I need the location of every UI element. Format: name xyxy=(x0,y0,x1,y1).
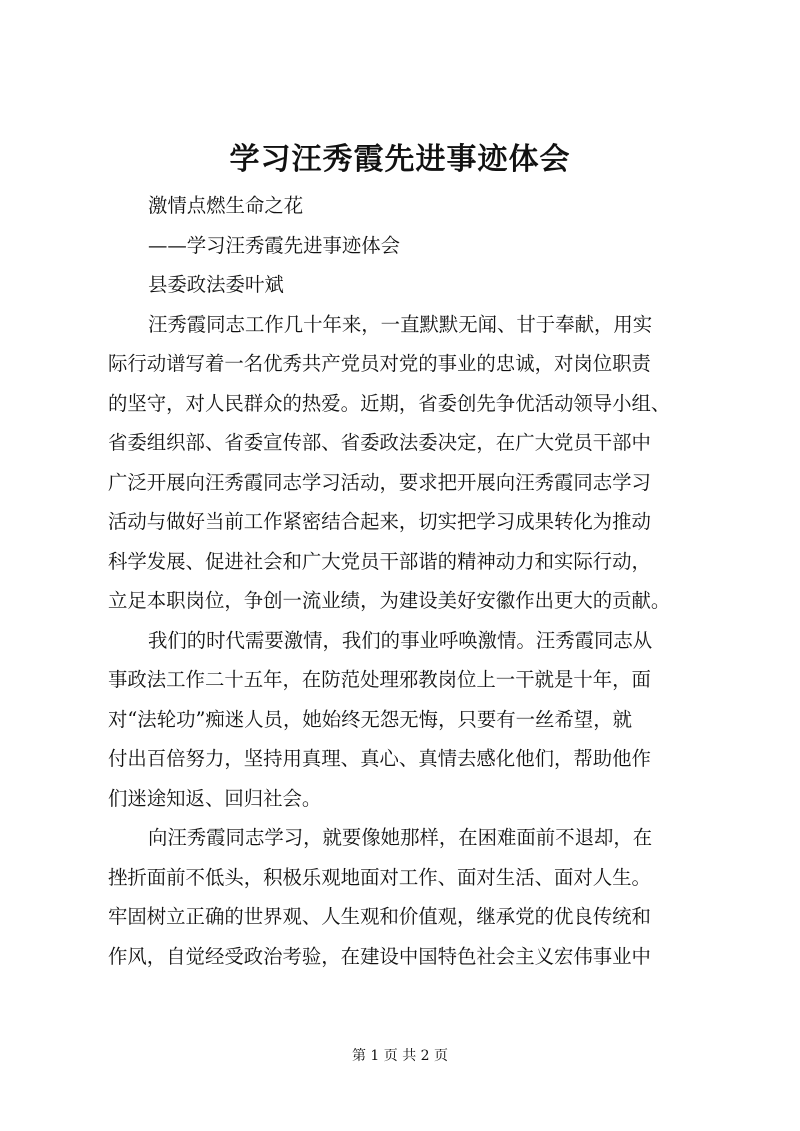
paragraph-1-line-3: 的坚守，对人民群众的热爱。近期，省委创先争优活动领导小组、 xyxy=(108,391,671,415)
subtitle-line: 激情点燃生命之花 xyxy=(148,194,304,217)
document-body xyxy=(108,186,708,976)
paragraph-1-line-2: 际行动谱写着一名优秀共产党员对党的事业的忠诚，对岗位职责 xyxy=(108,352,651,375)
paragraph-1-line-1: 汪秀霞同志工作几十年来，一直默默无闻、甘于奉献，用实 xyxy=(148,312,653,336)
page-footer: 第 1 页 共 2 页 xyxy=(351,1048,449,1064)
paragraph-1-line-5: 广泛开展向汪秀霞同志学习活动，要求把开展向汪秀霞同志学习 xyxy=(108,470,651,494)
paragraph-2-line-1: 我们的时代需要激情，我们的事业呼唤激情。汪秀霞同志从 xyxy=(148,628,653,652)
paragraph-3-line-2: 挫折面前不低头，积极乐观地面对工作、面对生活、面对人生。 xyxy=(108,865,651,889)
document-title: 学习汪秀霞先进事迹体会 xyxy=(229,142,571,177)
paragraph-2-line-3: 对“法轮功”痴迷人员，她始终无怨无悔，只要有一丝希望，就 xyxy=(108,707,632,731)
paragraph-1-line-8: 立足本职岗位，争创一流业绩，为建设美好安徽作出更大的贡献。 xyxy=(108,589,671,612)
author-line: 县委政法委叶斌 xyxy=(148,273,284,296)
paragraph-2-line-2: 事政法工作二十五年，在防范处理邪教岗位上一干就是十年，面 xyxy=(108,668,651,691)
paragraph-3-line-4: 作风，自觉经受政治考验，在建设中国特色社会主义宏伟事业中 xyxy=(108,944,651,968)
paragraph-3-line-1: 向汪秀霞同志学习，就要像她那样，在困难面前不退却，在 xyxy=(148,826,653,849)
paragraph-2-line-5: 们迷途知返、回归社会。 xyxy=(108,786,322,810)
paragraph-3-line-3: 牢固树立正确的世界观、人生观和价值观，继承党的优良传统和 xyxy=(108,905,651,928)
paragraph-1-line-6: 活动与做好当前工作紧密结合起来，切实把学习成果转化为推动 xyxy=(108,510,651,533)
paragraph-1-line-7: 科学发展、促进社会和广大党员干部谐的精神动力和实际行动， xyxy=(108,549,651,573)
subtitle-dash-line: ——学习汪秀霞先进事迹体会 xyxy=(148,233,401,257)
paragraph-1-line-4: 省委组织部、省委宣传部、省委政法委决定，在广大党员干部中 xyxy=(108,431,651,454)
paragraph-2-line-4: 付出百倍努力，坚持用真理、真心、真情去感化他们，帮助他作 xyxy=(108,747,651,770)
